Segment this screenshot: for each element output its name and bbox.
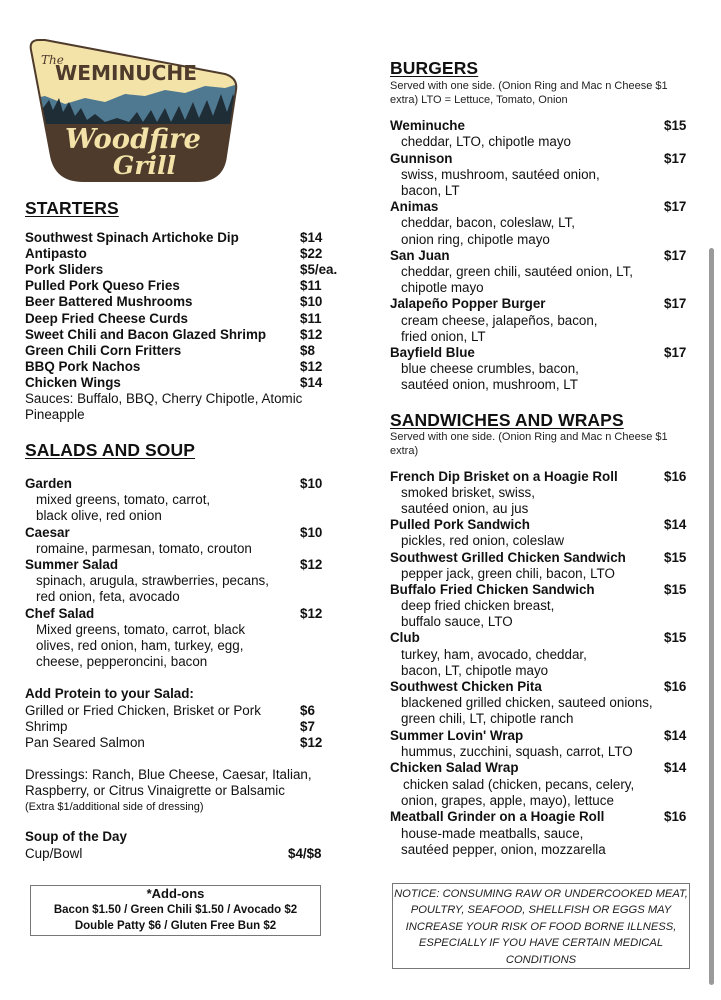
item-description: chipotle mayo	[401, 280, 484, 295]
item-description: cream cheese, jalapeños, bacon,	[401, 313, 598, 328]
protein-option	[25, 703, 315, 719]
item-name: Buffalo Fried Chicken Sandwich	[390, 582, 595, 597]
soup-price: $4/$8	[288, 846, 322, 861]
item-description: sautéed onion, mushroom, LT	[401, 377, 578, 392]
item-name: Southwest Spinach Artichoke Dip	[25, 230, 239, 245]
item-price: $8	[300, 343, 315, 358]
notice-line: CONDITIONS	[505, 953, 577, 966]
item-price: $17	[664, 248, 687, 263]
item-description: red onion, feta, avocado	[36, 589, 180, 604]
logo-graphic	[25, 38, 238, 183]
item-name: Pulled Pork Queso Fries	[25, 278, 180, 293]
item-price: $15	[664, 550, 687, 565]
menu-item	[390, 345, 687, 361]
menu-item	[390, 296, 687, 312]
protein-title	[25, 686, 194, 702]
sauces-note-cont	[25, 407, 85, 423]
item-name: BBQ Pork Nachos	[25, 359, 141, 374]
item-name: Garden	[25, 476, 72, 491]
menu-item	[390, 550, 687, 566]
svg-text:Woodfire: Woodfire	[65, 124, 201, 155]
soup-heading: Soup of the Day	[25, 829, 127, 844]
menu-item	[25, 343, 315, 359]
item-price: $22	[300, 246, 323, 261]
notice-line: INCREASE YOUR RISK OF FOOD BORNE ILLNESS,	[405, 920, 677, 933]
item-price: $12	[300, 359, 323, 374]
menu-item	[390, 809, 687, 825]
item-description: cheddar, LTO, chipotle mayo	[401, 134, 571, 149]
item-description: house-made meatballs, sauce,	[401, 826, 584, 841]
menu-item	[25, 476, 323, 492]
menu-item	[25, 262, 338, 278]
item-description: pickles, red onion, coleslaw	[401, 533, 565, 548]
sauces-note	[25, 391, 302, 407]
item-price: $15	[664, 630, 687, 645]
sauces-line: Sauces: Buffalo, BBQ, Cherry Chipotle, Atomic	[25, 391, 303, 406]
item-price: $12	[300, 327, 323, 342]
protein-name: Grilled or Fried Chicken, Brisket or Pork	[25, 703, 261, 718]
item-price: $17	[664, 345, 687, 360]
notice-line: POULTRY, SEAFOOD, SHELLFISH OR EGGS MAY	[410, 904, 672, 917]
menu-item	[25, 557, 323, 573]
notice-line: ESPECIALLY IF YOU HAVE CERTAIN MEDICAL	[418, 937, 664, 950]
item-description: swiss, mushroom, sautéed onion,	[401, 167, 600, 182]
item-description: hummus, zucchini, squash, carrot, LTO	[401, 744, 633, 759]
soup-name: Cup/Bowl	[25, 846, 83, 861]
item-description: bacon, LT	[401, 183, 460, 198]
svg-text:WEMINUCHE: WEMINUCHE	[55, 61, 197, 85]
item-price: $10	[300, 525, 323, 540]
item-name: Beer Battered Mushrooms	[25, 294, 193, 309]
item-price: $16	[664, 679, 687, 694]
menu-item	[390, 679, 687, 695]
item-description: pepper jack, green chili, bacon, LTO	[401, 566, 615, 581]
section-title-sandwiches: SANDWICHES AND WRAPS	[390, 410, 624, 430]
item-price: $12	[300, 557, 323, 572]
item-price: $15	[664, 118, 687, 133]
dressings-text: Raspberry, or Citrus Vinaigrette or Balsamic	[25, 783, 285, 798]
dressings-line	[25, 783, 285, 799]
item-name: Chef Salad	[25, 606, 95, 621]
section-title-burgers: BURGERS	[390, 58, 479, 78]
protein-price: $7	[300, 719, 315, 734]
menu-item	[390, 151, 687, 167]
sandwiches-note: extra)	[390, 445, 419, 457]
menu-item	[25, 375, 323, 391]
menu-item	[390, 199, 687, 215]
item-price: $16	[664, 469, 687, 484]
item-description: black olive, red onion	[36, 508, 162, 523]
dressings-text: Dressings: Ranch, Blue Cheese, Caesar, Italian,	[25, 767, 312, 782]
protein-option	[25, 719, 315, 735]
item-description: turkey, ham, avocado, cheddar,	[401, 647, 587, 662]
menu-item	[390, 728, 687, 744]
item-description: sautéed onion, au jus	[401, 501, 529, 516]
menu-item	[25, 525, 323, 541]
item-name: Caesar	[25, 525, 70, 540]
item-description: cheese, pepperoncini, bacon	[36, 654, 208, 669]
menu-item	[390, 469, 687, 485]
item-name: Pork Sliders	[25, 262, 104, 277]
menu-item	[390, 760, 687, 776]
sauces-line: Pineapple	[25, 407, 85, 422]
item-name: French Dip Brisket on a Hoagie Roll	[390, 469, 618, 484]
protein-name: Pan Seared Salmon	[25, 735, 145, 750]
item-name: Bayfield Blue	[390, 345, 475, 360]
item-price: $11	[300, 278, 322, 293]
item-price: $17	[664, 151, 687, 166]
menu-item	[25, 278, 322, 294]
menu-item	[25, 327, 323, 343]
menu-item	[25, 294, 323, 310]
addons-box	[30, 885, 321, 936]
item-description: fried onion, LT	[401, 329, 486, 344]
protein-price: $12	[300, 735, 323, 750]
soup-option	[25, 846, 322, 862]
menu-item	[25, 246, 323, 262]
item-description: green chili, LT, chipotle ranch	[401, 711, 574, 726]
svg-text:Grill: Grill	[113, 151, 177, 180]
notice-line: NOTICE: CONSUMING RAW OR UNDERCOOKED MEAT,	[394, 888, 688, 900]
item-price: $17	[664, 199, 687, 214]
item-description: Mixed greens, tomato, carrot, black	[36, 622, 246, 637]
restaurant-logo	[25, 38, 238, 183]
item-description: romaine, parmesan, tomato, crouton	[36, 541, 252, 556]
item-price: $15	[664, 582, 687, 597]
item-description: chicken salad (chicken, pecans, celery,	[403, 777, 635, 792]
menu-item	[390, 582, 687, 598]
sandwiches-note: Served with one side. (Onion Ring and Mac n Cheese $1	[390, 431, 668, 443]
addons-title: *Add-ons	[146, 886, 205, 901]
menu-item	[25, 311, 322, 327]
item-name: Sweet Chili and Bacon Glazed Shrimp	[25, 327, 267, 342]
item-name: Southwest Grilled Chicken Sandwich	[390, 550, 626, 565]
item-price: $14	[664, 517, 687, 532]
item-price: $12	[300, 606, 323, 621]
item-description: cheddar, bacon, coleslaw, LT,	[401, 215, 575, 230]
food-safety-notice	[392, 883, 690, 969]
item-name: Summer Salad	[25, 557, 119, 572]
item-name: Animas	[390, 199, 439, 214]
item-name: Club	[390, 630, 420, 645]
item-price: $10	[300, 476, 323, 491]
item-name: Chicken Salad Wrap	[390, 760, 519, 775]
item-name: Green Chili Corn Fritters	[25, 343, 182, 358]
item-name: Jalapeño Popper Burger	[390, 296, 546, 311]
item-price: $5/ea.	[300, 262, 338, 277]
menu-item	[390, 118, 687, 134]
item-price: $10	[300, 294, 323, 309]
menu-item	[390, 517, 687, 533]
menu-item	[390, 630, 687, 646]
section-title-starters: STARTERS	[25, 198, 119, 218]
item-description: buffalo sauce, LTO	[401, 614, 513, 629]
item-description: spinach, arugula, strawberries, pecans,	[36, 573, 269, 588]
item-name: Weminuche	[390, 118, 465, 133]
item-name: San Juan	[390, 248, 450, 263]
section-title-salads: SALADS AND SOUP	[25, 440, 196, 460]
item-description: cheddar, green chili, sautéed onion, LT,	[401, 264, 634, 279]
dressings-line	[25, 767, 312, 783]
item-description: olives, red onion, ham, turkey, egg,	[36, 638, 244, 653]
item-name: Meatball Grinder on a Hoagie Roll	[390, 809, 605, 824]
dressings-extra-note: (Extra $1/additional side of dressing)	[25, 801, 204, 813]
item-description: bacon, LT, chipotle mayo	[401, 663, 549, 678]
item-name: Gunnison	[390, 151, 453, 166]
protein-price: $6	[300, 703, 315, 718]
item-description: blue cheese crumbles, bacon,	[401, 361, 579, 376]
item-description: mixed greens, tomato, carrot,	[36, 492, 211, 507]
svg-text:The: The	[41, 53, 64, 67]
soup-title	[25, 829, 127, 845]
protein-heading: Add Protein to your Salad:	[25, 686, 194, 701]
item-description: sautéed pepper, onion, mozzarella	[401, 842, 606, 857]
item-name: Pulled Pork Sandwich	[390, 517, 530, 532]
item-price: $14	[300, 230, 323, 245]
menu-item	[390, 248, 687, 264]
item-name: Deep Fried Cheese Curds	[25, 311, 188, 326]
item-name: Antipasto	[25, 246, 87, 261]
addons-line: Double Patty $6 / Gluten Free Bun $2	[74, 920, 277, 932]
item-description: onion ring, chipotle mayo	[401, 232, 550, 247]
vertical-scrollbar[interactable]	[709, 248, 714, 985]
item-price: $14	[664, 760, 687, 775]
item-name: Southwest Chicken Pita	[390, 679, 542, 694]
item-description: deep fried chicken breast,	[401, 598, 555, 613]
item-description: onion, grapes, apple, mayo), lettuce	[401, 793, 614, 808]
item-description: smoked brisket, swiss,	[401, 485, 535, 500]
protein-name: Shrimp	[25, 719, 68, 734]
item-name: Chicken Wings	[25, 375, 121, 390]
item-price: $16	[664, 809, 687, 824]
burgers-note: extra) LTO = Lettuce, Tomato, Onion	[390, 94, 568, 106]
item-price: $17	[664, 296, 687, 311]
menu-item	[25, 359, 323, 375]
addons-line: Bacon $1.50 / Green Chili $1.50 / Avocado $2	[53, 904, 298, 916]
burgers-note: Served with one side. (Onion Ring and Mac n Cheese $1	[390, 80, 668, 92]
menu-item	[25, 230, 323, 246]
protein-option	[25, 735, 323, 751]
menu-item	[25, 606, 323, 622]
item-description: blackened grilled chicken, sauteed onions,	[401, 695, 653, 710]
item-price: $11	[300, 311, 322, 326]
item-name: Summer Lovin' Wrap	[390, 728, 524, 743]
item-price: $14	[300, 375, 323, 390]
item-price: $14	[664, 728, 687, 743]
